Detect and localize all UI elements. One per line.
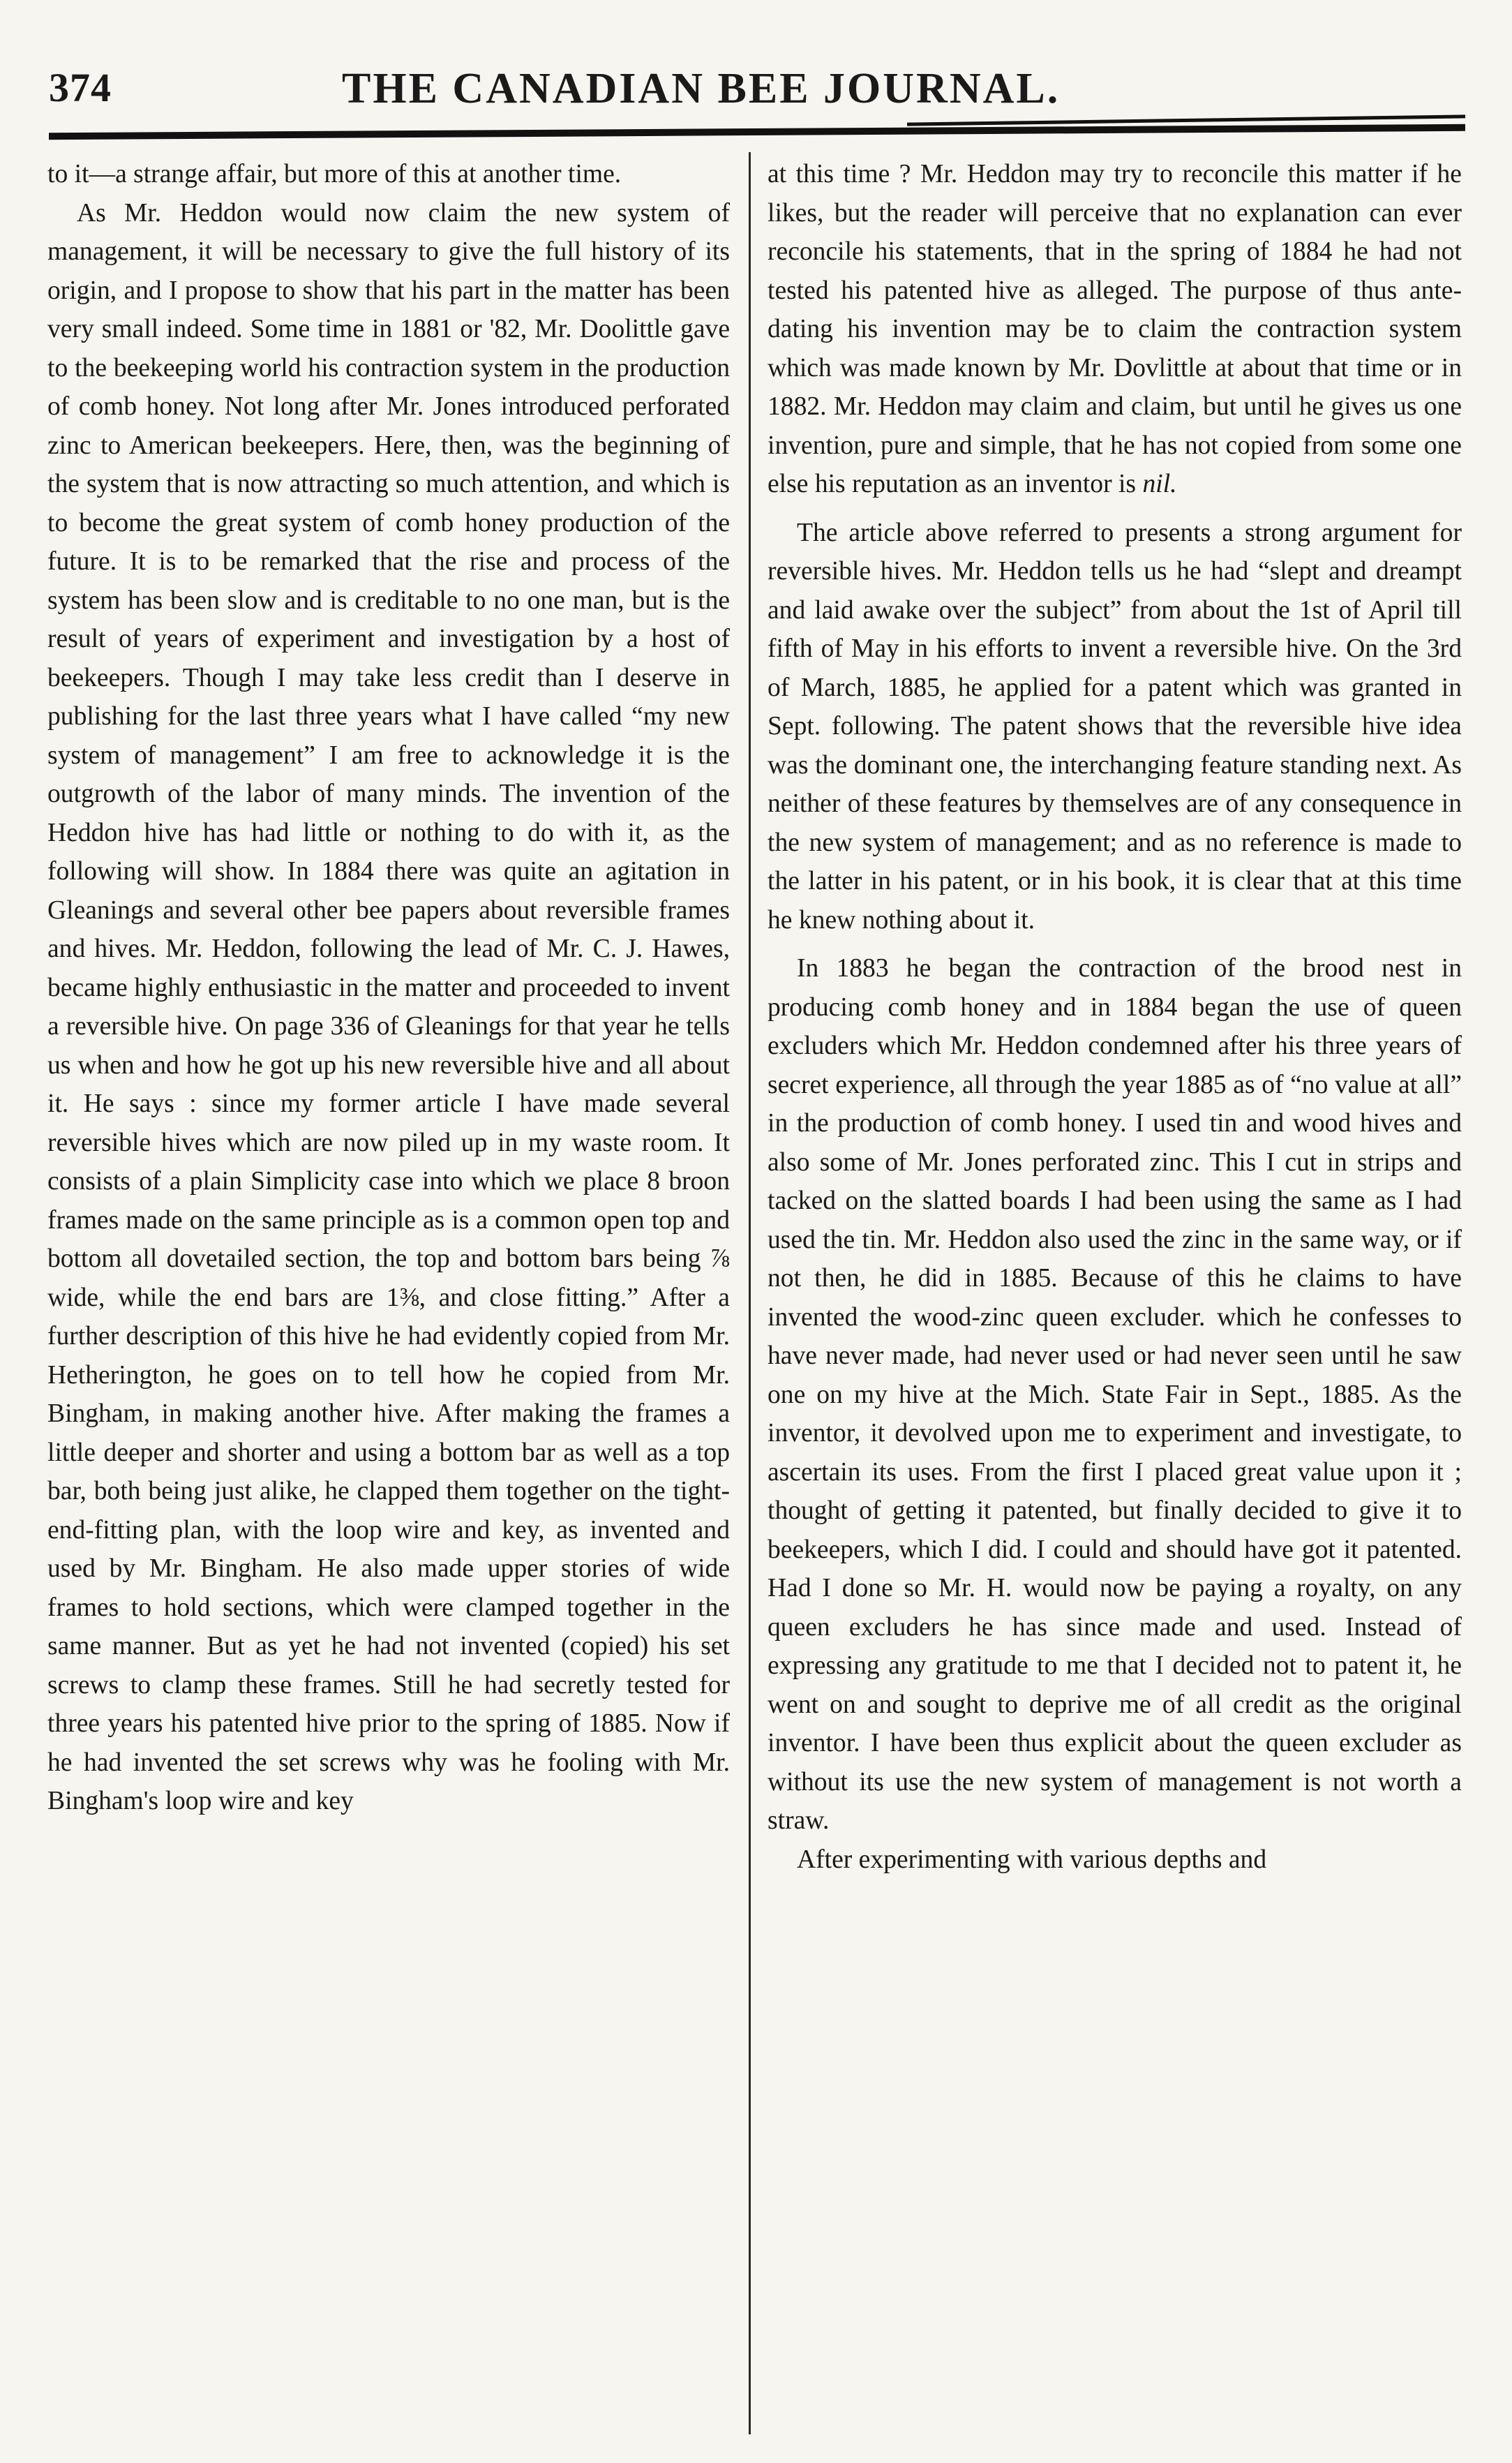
column-divider [749,152,751,2434]
right-paragraph-1-italic: nil. [1142,470,1177,498]
page-number: 374 [49,65,112,110]
right-paragraph-1 [768,155,1462,504]
left-paragraph-2: As Mr. Heddon would now claim the new system of management, it will be necessary to give the full history of its origin, and I propose to show that his part in the matter has been very small indeed. Some time in 1881 or '82, Mr. Doolittle gave to the beekeeping world his contraction system in the production of comb honey. Not long after Mr. Jones introduced perforated zinc to American beekeepers. Here, then, was the beginning of the system that is now attracting so much attention, and which is to become the great system of comb honey production of the future. It is to be remarked that the rise and process of the system has been slow and is creditable to no one man, but is the result of years of experiment and investigation by a host of beekeepers. Though I may take less credit than I deserve in publishing for the last three years what I have called “my new system of management” I am free to acknowledge it is the outgrowth of the labor of many minds. The invention of the Heddon hive has had little or nothing to do with it, as the following will show. In 1884 there was quite an agitation in Gleanings and several other bee papers about reversible frames and hives. Mr. Heddon, following the lead of Mr. C. J. Hawes, became highly enthusiastic in the matter and proceeded to invent a reversible hive. On page 336 of Gleanings for that year he tells us when and how he got up his new reversible hive and all about it. He says : since my former article I have made several reversible hives which are now piled up in my waste room. It consists of a plain Simplicity case into which we place 8 broon frames made on the same principle as is a common open top and bottom all dovetailed section, the top and bottom bars being ⅞ wide, while the end bars are 1⅜, and close fitting.” After a further description of this hive he had evidently copied from Mr. Hetherington, he goes on to tell how he copied from Mr. Bingham, in making another hive. After making the frames a little deeper and shorter and using a bottom bar as well as a top bar, both being just alike, he clapped them together on the tight-end-fitting plan, with the loop wire and key, as invented and used by Mr. Bingham. He also made upper stories of wide frames to hold sections, which were clamped together in the same manner. But as yet he had not invented (copied) his set screws to clamp these frames. Still he had secretly tested for three years his patented hive prior to the spring of 1885. Now if he had invented the set screws why was he fooling with Mr. Bingham's loop wire and key [47,198,730,1815]
left-column [47,155,730,2444]
right-paragraph-1-text: at this time ? Mr. Heddon may try to reconcile this matter if he likes, but the reader will perceive that no explanation can ever reconcile his statements, that in the spring of 1884 he had not tested his patented hive as alleged. The purpose of thus ante-dating his invention may be to claim the contraction system which was made known by Mr. Dovlittle at about that time or in 1882. Mr. Heddon may claim and claim, but until he gives us one invention, pure and simple, that he has not copied from some one else his reputation as an inventor is [768,160,1462,498]
journal-title: THE CANADIAN BEE JOURNAL. [342,65,1061,112]
right-paragraph-3: In 1883 he began the contraction of the brood nest in producing comb honey and in 1884 began the use of queen excluders which Mr. Heddon condemned after his three years of secret experience, all through the year 1885 as of “no value at all” in the production of comb honey. I used tin and wood hives and also some of Mr. Jones perforated zinc. This I cut in strips and tacked on the slatted boards I had been using the same as I had used the tin. Mr. Heddon also used the zinc in the same way, or if not then, he did in 1885. Because of this he claims to have invented the wood-zinc queen excluder. which he confesses to have never made, had never used or had never seen until he saw one on my hive at the Mich. State Fair in Sept., 1885. As the inventor, it devolved upon me to experiment and investigate, to ascertain its uses. From the first I placed great value upon it ; thought of getting it patented, but finally decided to give it to beekeepers, which I did. I could and should have got it patented. Had I done so Mr. H. would now be paying a royalty, on any queen excluders he has since made and used. Instead of expressing any gratitude to me that I decided not to patent it, he went on and sought to deprive me of all credit as the original inventor. I have been thus explicit about the queen excluder as without its use the new system of management is not worth a straw. [768,954,1462,1835]
right-paragraph-2: The article above referred to presents a strong argument for reversible hives. Mr. Heddon tells us he had “slept and dreampt and laid awake over the subject” from about the 1st of April till fifth of May in his efforts to invent a reversible hive. On the 3rd of March, 1885, he applied for a patent which was granted in Sept. following. The patent shows that the reversible hive idea was the dominant one, the interchanging feature standing next. As neither of these features by themselves are of any consequence in the new system of management; and as no reference is made to the latter in his patent, or in his book, it is clear that at this time he knew nothing about it. [768,518,1462,935]
right-paragraph-4: After experimenting with various depths and [797,1845,1267,1874]
left-paragraph-1: to it—a strange affair, but more of this at another time. [47,160,622,188]
right-column [768,155,1462,2444]
